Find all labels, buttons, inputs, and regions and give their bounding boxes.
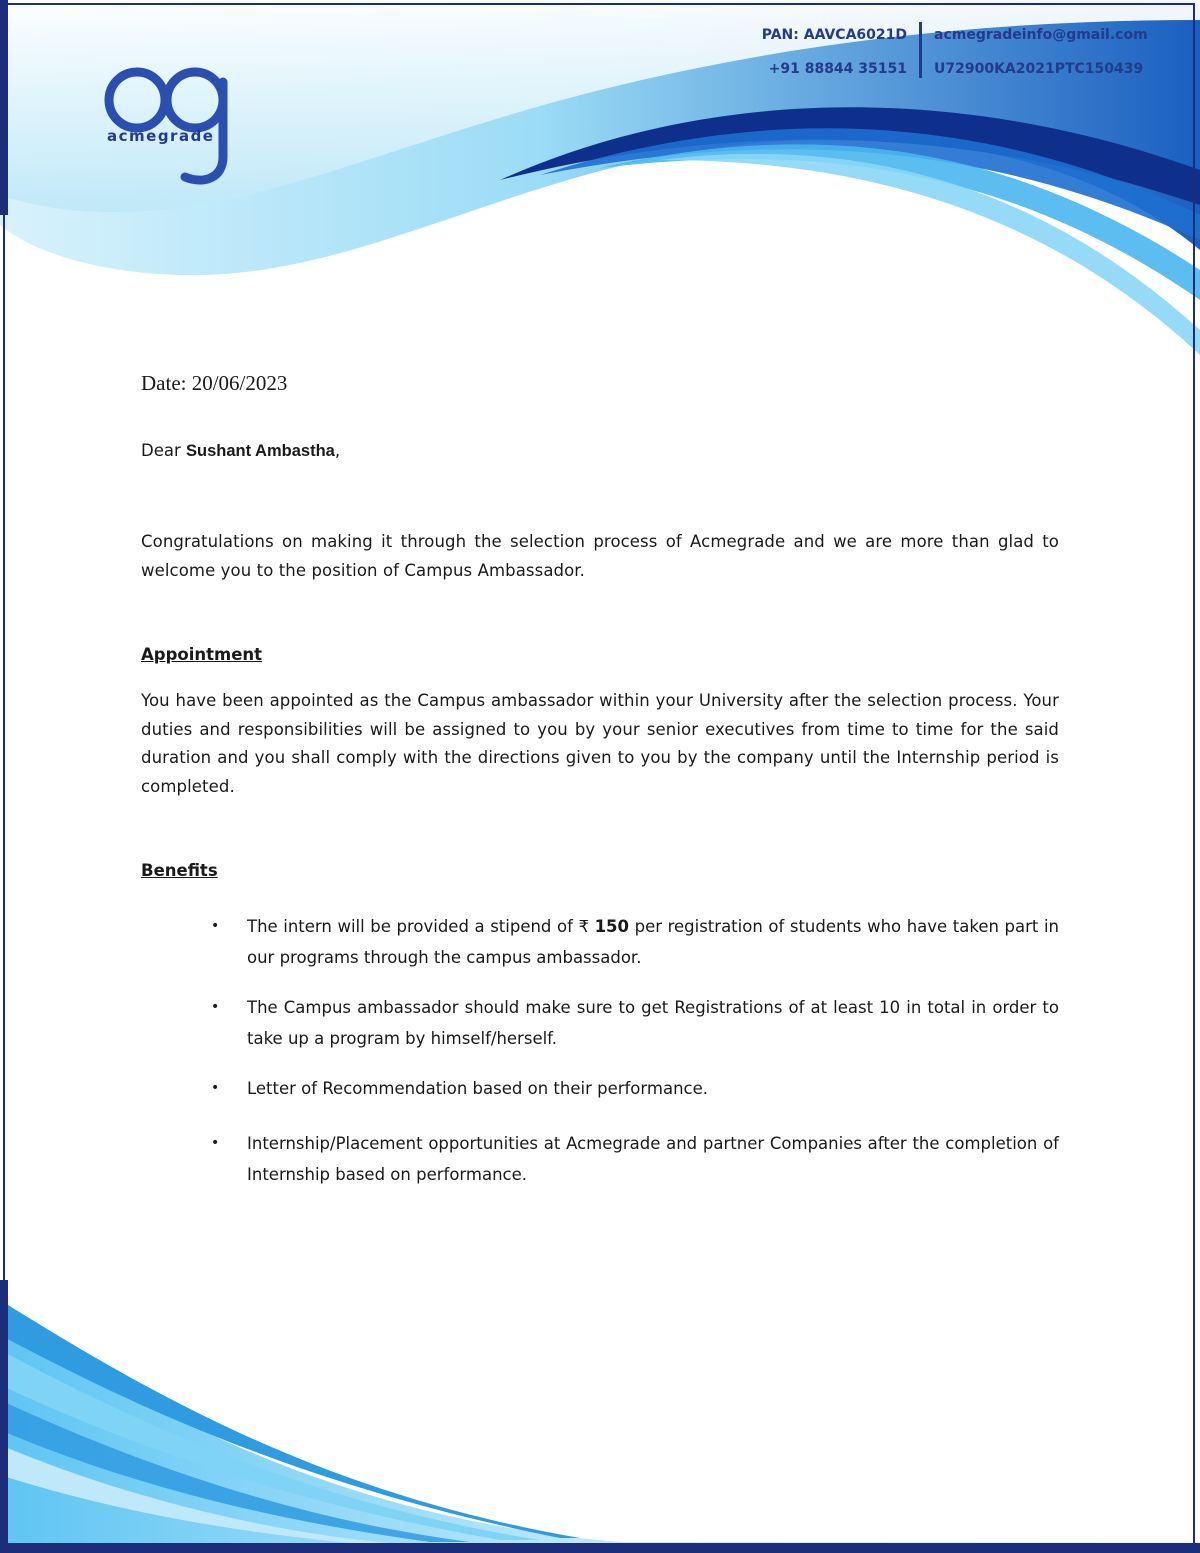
benefit-item-recommendation: • Letter of Recommendation based on their performance. xyxy=(141,1073,1059,1104)
benefits-list xyxy=(141,911,1059,1209)
footer-wave-graphic xyxy=(0,1280,1200,1553)
appointment-heading: Appointment xyxy=(141,645,263,664)
intro-paragraph: Congratulations on making it through the selection process of Acmegrade and we are more than glad to welcome you to the position of Campus Ambassador. xyxy=(141,532,1059,580)
contact-divider xyxy=(919,22,922,78)
stipend-amount: 150 xyxy=(594,917,630,936)
benefit-1-post: per registration of students who have taken part in our programs through the campus ambassador. xyxy=(247,917,1059,967)
benefit-item-internship: • Internship/Placement opportunities at Acmegrade and partner Companies after the completion of Internship based on performance. xyxy=(141,1128,1059,1190)
benefits-heading: Benefits xyxy=(141,861,218,880)
appointment-paragraph: You have been appointed as the Campus ambassador within your University after the selection process. Your duties and responsibilities will be assigned to you by your senior executives from time to time for the said duration and you shall comply with the directions given to you by the company until the Internship period is completed. xyxy=(141,691,1059,796)
phone-number: +91 88844 35151 xyxy=(768,61,907,77)
salutation xyxy=(141,441,1059,461)
salutation-suffix: , xyxy=(334,441,341,460)
email-address: acmegradeinfo@gmail.com xyxy=(934,27,1148,43)
recipient-name: Sushant Ambastha xyxy=(186,442,335,460)
acmegrade-logo-icon xyxy=(100,52,240,192)
contact-block-right xyxy=(934,24,1148,92)
contact-block-left xyxy=(762,24,907,92)
benefit-item-registrations: • The Campus ambassador should make sure to get Registrations of at least 10 in total in order to take up a program by himself/herself. xyxy=(141,992,1059,1054)
salutation-prefix: Dear xyxy=(141,441,186,460)
logo-wordmark: acmegrade xyxy=(107,127,215,145)
benefit-1-pre: The intern will be provided a stipend of ₹ xyxy=(247,917,595,936)
letter-date: Date: 20/06/2023 xyxy=(141,371,288,395)
pan-number: PAN: AAVCA6021D xyxy=(761,27,907,43)
cin-number: U72900KA2021PTC150439 xyxy=(934,61,1144,77)
benefit-item-stipend xyxy=(141,911,1059,973)
